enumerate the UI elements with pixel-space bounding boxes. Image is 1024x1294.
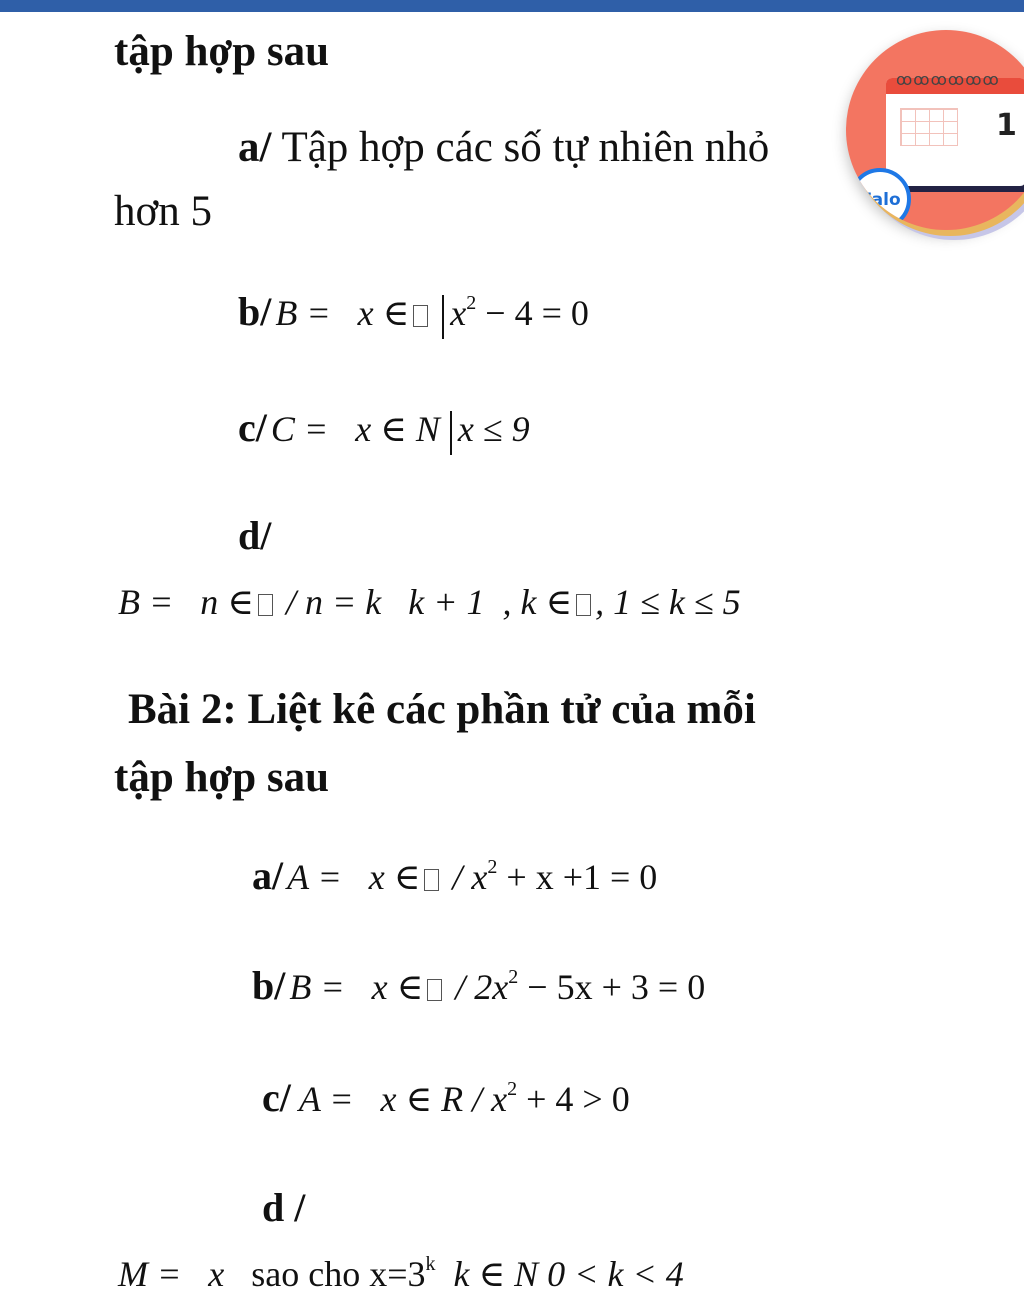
item-label: c/	[262, 1075, 291, 1120]
section1-item-a	[238, 126, 769, 169]
zalo-logo-icon	[849, 168, 911, 230]
calendar-icon	[886, 70, 1024, 186]
section1-heading-tail: tập hợp sau	[114, 28, 330, 75]
section2-heading: Bài 2: Liệt kê các phần tử của mỗi	[128, 686, 756, 733]
item-label: c/	[238, 405, 267, 450]
zalo-logo-text: Zalo	[859, 190, 901, 210]
section2-item-d-label: d /	[262, 1185, 306, 1230]
calendar-grid-icon	[900, 108, 958, 146]
section2-item-a	[252, 853, 658, 898]
math-expression: B = x ∈ / $2x^2 - 5x + 3 = 0$	[289, 966, 706, 1007]
section1-item-c	[238, 405, 530, 455]
item-label: b/	[238, 289, 272, 334]
section2-heading-cont: tập hợp sau	[114, 754, 330, 801]
section2-item-b	[252, 963, 706, 1008]
item-label: a/	[238, 124, 272, 171]
top-bar	[0, 0, 1024, 12]
section1-item-d-label: d/	[238, 513, 272, 558]
math-expression: A = x ∈ $R / x^2 + 4 > 0$	[298, 1078, 630, 1119]
math-expression: B = x ∈ $x^2 - 4 = 0$	[275, 293, 589, 333]
section1-item-b	[238, 289, 589, 339]
math-expression: A = x ∈ / $x^2 + x +1 = 0$	[287, 856, 658, 897]
section1-item-a-cont: hơn 5	[114, 188, 212, 235]
missing-glyph-box	[413, 305, 428, 327]
calendar-rings-icon: ꝏꝏꝏꝏꝏꝏ	[896, 70, 1000, 89]
section2-item-c	[262, 1075, 630, 1120]
section2-item-d-expression: M = x sao cho $x=3^k$ k ∈ N 0 < k < 4	[118, 1253, 684, 1294]
zalo-calendar-bubble[interactable]	[846, 30, 1024, 230]
item-label: b/	[252, 963, 286, 1008]
math-expression: C = x ∈ N x ≤ 9	[271, 409, 530, 449]
item-label: a/	[252, 853, 284, 898]
item-text: Tập hợp các số tự nhiên nhỏ	[281, 124, 770, 171]
calendar-day: 1	[996, 108, 1017, 143]
section1-item-d-expression: B = n ∈ / n = k k + 1 , k ∈ , 1 ≤ k ≤ 5	[118, 582, 741, 622]
